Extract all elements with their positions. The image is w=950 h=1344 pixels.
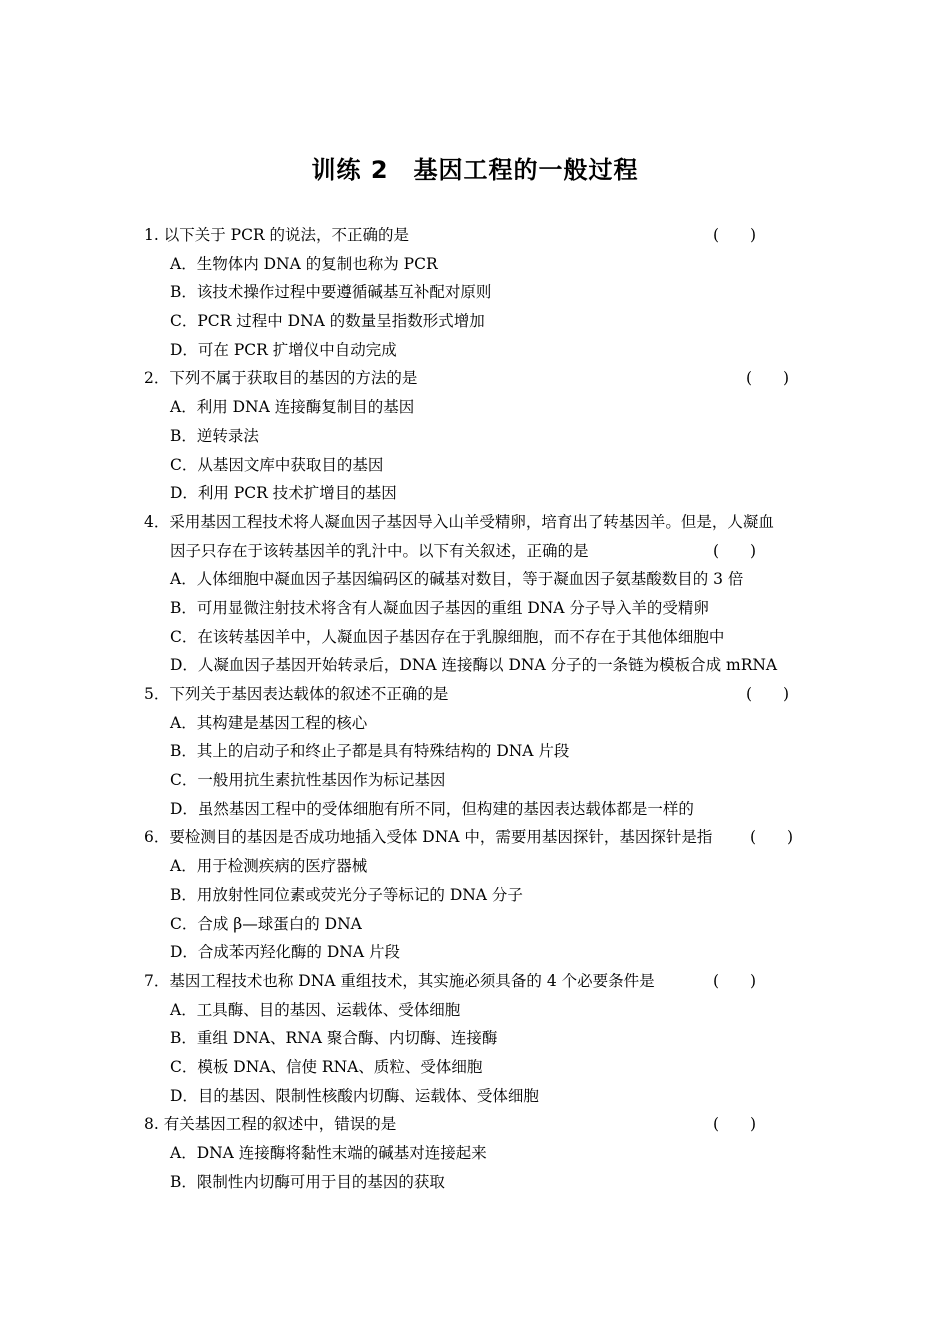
question-8-option-b: B．限制性内切酶可用于目的基因的获取: [170, 1172, 445, 1191]
question-1-stem: [144, 221, 814, 250]
question-5-option-c: C．一般用抗生素抗性基因作为标记基因: [170, 771, 446, 790]
question-6-option-c: C．合成 β—球蛋白的 DNA: [170, 914, 362, 933]
question-7-stem: [144, 967, 814, 996]
question-4-option-d: D．人凝血因子基因开始转录后，DNA 连接酶以 DNA 分子的一条链为模板合成 mRNA: [170, 656, 778, 675]
question-2-option-b: B．逆转录法: [170, 426, 259, 445]
question-text: 5．下列关于基因表达载体的叙述不正确的是: [144, 685, 449, 703]
answer-parentheses: ( ): [713, 226, 757, 244]
question-5-option-b: B．其上的启动子和终止子都是具有特殊结构的 DNA 片段: [170, 742, 570, 761]
question-2-option-c: C．从基因文库中获取目的基因: [170, 455, 384, 474]
question-7-option-d: D．目的基因、限制性核酸内切酶、运载体、受体细胞: [170, 1086, 539, 1105]
question-4-option-c: C．在该转基因羊中，人凝血因子基因存在于乳腺细胞，而不存在于其他体细胞中: [170, 627, 725, 646]
question-5-stem: [144, 680, 814, 709]
question-4-option-a: A．人体细胞中凝血因子基因编码区的碱基对数目，等于凝血因子氨基酸数目的 3 倍: [170, 570, 744, 589]
question-2-stem: [144, 364, 814, 393]
question-7-option-b: B．重组 DNA、RNA 聚合酶、内切酶、连接酶: [170, 1029, 498, 1048]
question-4-stem: [144, 508, 814, 537]
question-7-option-a: A．工具酶、目的基因、运载体、受体细胞: [170, 1000, 461, 1019]
question-6-stem: [144, 823, 814, 852]
question-list: [144, 221, 814, 1196]
question-text: 6．要检测目的基因是否成功地插入受体 DNA 中，需要用基因探针，基因探针是指: [144, 828, 713, 847]
answer-parentheses: ( ): [713, 1115, 757, 1134]
question-6-option-a: A．用于检测疾病的医疗器械: [170, 857, 368, 876]
question-7-option-c: C．模板 DNA、信使 RNA、质粒、受体细胞: [170, 1057, 483, 1076]
question-5-option-a: A．其构建是基因工程的核心: [170, 713, 368, 732]
question-text: 8. 有关基因工程的叙述中，错误的是: [144, 1115, 397, 1134]
question-text: 7．基因工程技术也称 DNA 重组技术，其实施必须具备的 4 个必要条件是: [144, 971, 655, 990]
answer-parentheses: ( ): [746, 685, 790, 703]
answer-parentheses: ( ): [746, 369, 790, 388]
answer-parentheses: ( ): [713, 541, 757, 560]
question-2-option-a: A．利用 DNA 连接酶复制目的基因: [170, 398, 415, 417]
question-text: 2．下列不属于获取目的基因的方法的是: [144, 369, 418, 388]
question-6-option-b: B．用放射性同位素或荧光分子等标记的 DNA 分子: [170, 885, 523, 904]
question-1-option-a: A．生物体内 DNA 的复制也称为 PCR: [170, 254, 438, 273]
answer-parentheses: ( ): [713, 971, 757, 990]
question-8-option-a: A．DNA 连接酶将黏性末端的碱基对连接起来: [170, 1144, 487, 1162]
question-8-stem: [144, 1110, 814, 1139]
question-6-option-d: D．合成苯丙羟化酶的 DNA 片段: [170, 943, 400, 962]
question-text: 4．采用基因工程技术将人凝血因子基因导入山羊受精卵，培育出了转基因羊。但是，人凝血: [144, 512, 774, 531]
question-1-option-d: D．可在 PCR 扩增仪中自动完成: [170, 340, 397, 359]
question-1-option-c: C．PCR 过程中 DNA 的数量呈指数形式增加: [170, 312, 485, 331]
question-text: 1. 以下关于 PCR 的说法，不正确的是: [144, 226, 410, 244]
answer-parentheses: ( ): [750, 828, 794, 847]
question-2-option-d: D．利用 PCR 技术扩增目的基因: [170, 484, 397, 503]
question-4-option-b: B．可用显微注射技术将含有人凝血因子基因的重组 DNA 分子导入羊的受精卵: [170, 598, 709, 617]
question-4-stem-continued: [144, 537, 814, 566]
question-1-option-b: B．该技术操作过程中要遵循碱基互补配对原则: [170, 283, 492, 302]
question-5-option-d: D．虽然基因工程中的受体细胞有所不同，但构建的基因表达载体都是一样的: [170, 799, 694, 818]
question-text: 因子只存在于该转基因羊的乳汁中。以下有关叙述，正确的是: [170, 541, 589, 560]
page-title: 训练 2 基因工程的一般过程: [311, 156, 639, 184]
